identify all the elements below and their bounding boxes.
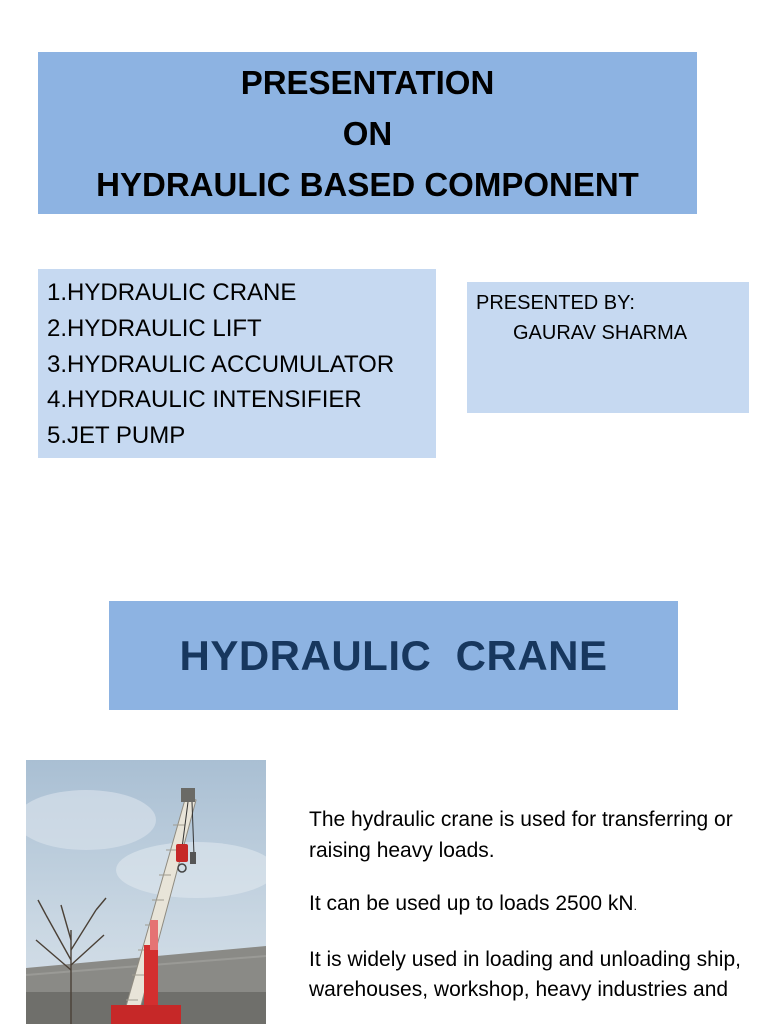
paragraph: It is widely used in loading and unloading ship, warehouses, workshop, heavy industries and [309, 947, 741, 1001]
topics-list [38, 269, 436, 458]
title-line-1: PRESENTATION [240, 63, 495, 101]
paragraph-trailing-dot: . [633, 899, 637, 913]
presenter-box [467, 282, 749, 413]
title-line-3: HYDRAULIC BASED COMPONENT [96, 165, 639, 203]
paragraph-text: It can be used up to loads 2500 kN [309, 892, 634, 915]
topic-item: 5.JET PUMP [47, 422, 186, 450]
topic-item: 4.HYDRAULIC INTENSIFIER [47, 386, 362, 414]
paragraph: The hydraulic crane is used for transferring or raising heavy loads. [309, 808, 733, 862]
crane-image [26, 760, 266, 1024]
crane-description [309, 805, 749, 1029]
section-heading-text: HYDRAULIC CRANE [179, 631, 608, 679]
title-banner [38, 52, 697, 214]
topic-item: 3.HYDRAULIC ACCUMULATOR [47, 350, 395, 378]
title-line-2: ON [342, 114, 393, 152]
topic-item: 1.HYDRAULIC CRANE [47, 279, 297, 306]
crane-photo [26, 760, 266, 1024]
presenter-name: GAURAV SHARMA [513, 322, 688, 344]
paragraph [309, 889, 749, 922]
presenter-label: PRESENTED BY: [476, 292, 635, 314]
section-heading [109, 601, 678, 710]
topic-item: 2.HYDRAULIC LIFT [47, 314, 262, 342]
